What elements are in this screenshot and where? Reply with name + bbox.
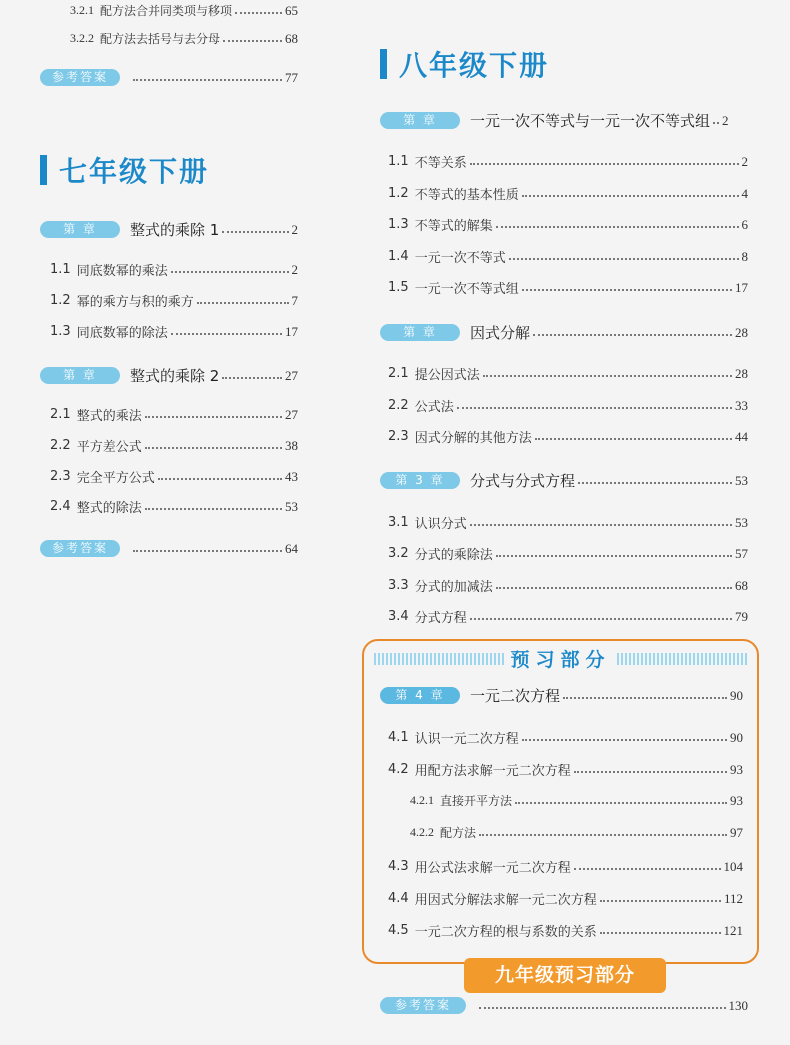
- entry-title: 同底数幂的除法: [76, 326, 168, 341]
- leader-dots: [235, 12, 282, 14]
- entry-page: 130: [728, 997, 748, 1013]
- toc-entry[interactable]: [388, 760, 743, 779]
- leader-dots: [496, 226, 739, 228]
- chapter-badge: 第 章: [40, 221, 120, 238]
- entry-number: 2.1: [388, 366, 409, 381]
- chapter-row[interactable]: [380, 322, 748, 343]
- leader-dots: [574, 868, 721, 870]
- leader-dots: [578, 482, 732, 484]
- entry-title: 用公式法求解一元二次方程: [414, 861, 571, 876]
- chapter-page: 2: [722, 112, 729, 128]
- entry-title: 用因式分解法求解一元二次方程: [414, 893, 597, 908]
- entry-number: 4.3: [388, 859, 409, 874]
- answers-entry[interactable]: [380, 997, 748, 1014]
- entry-number: 2.3: [388, 429, 409, 444]
- entry-number: 3.1: [388, 515, 409, 530]
- entry-page: 38: [285, 437, 298, 453]
- entry-title: 幂的乘方与积的乘方: [76, 295, 194, 310]
- toc-entry[interactable]: [388, 889, 743, 908]
- entry-page: 93: [730, 792, 743, 808]
- heading-bar: [40, 155, 47, 185]
- entry-title: 不等式的解集: [414, 219, 493, 234]
- entry-page: 93: [730, 761, 743, 777]
- entry-number: 4.2: [388, 762, 409, 777]
- heading-text: 八年级下册: [399, 49, 550, 82]
- entry-title: 公式法: [414, 400, 454, 415]
- entry-page: 121: [723, 922, 743, 938]
- entry-number: 3.2.1: [70, 3, 94, 17]
- entry-page: 27: [285, 406, 298, 422]
- entry-number: 2.1: [50, 407, 71, 422]
- entry-page: 77: [285, 69, 298, 85]
- entry-number: 4.2.2: [410, 825, 434, 839]
- entry-title: 一元二次方程的根与系数的关系: [414, 925, 597, 940]
- leader-dots: [171, 333, 282, 335]
- leader-dots: [522, 195, 739, 197]
- chapter-badge: 第 章: [380, 112, 460, 129]
- chapter-badge: 第 章: [380, 324, 460, 341]
- leader-dots: [515, 802, 727, 804]
- entry-page: 68: [285, 30, 298, 46]
- entry-number: 4.5: [388, 923, 409, 938]
- entry-page: 17: [285, 323, 298, 339]
- leader-dots: [496, 587, 732, 589]
- leader-dots: [470, 524, 732, 526]
- toc-entry[interactable]: [380, 544, 748, 563]
- entry-number: 2.2: [50, 438, 71, 453]
- leader-dots: [509, 258, 739, 260]
- chapter-page: 2: [291, 221, 298, 237]
- toc-entry[interactable]: [380, 215, 748, 234]
- answers-entry[interactable]: [40, 69, 298, 86]
- grade8-heading: [380, 44, 549, 84]
- chapter-title: 整式的乘除 1: [130, 221, 220, 239]
- toc-entry[interactable]: [40, 260, 298, 279]
- leader-dots: [145, 447, 282, 449]
- entry-number: 2.3: [50, 469, 71, 484]
- toc-entry[interactable]: [410, 824, 743, 841]
- leader-dots: [171, 271, 289, 273]
- leader-dots: [496, 555, 732, 557]
- chapter-row[interactable]: [380, 110, 748, 131]
- entry-page: 43: [285, 468, 298, 484]
- leader-dots: [470, 163, 739, 165]
- chapter-page: 27: [285, 367, 298, 383]
- leader-dots: [600, 900, 721, 902]
- entry-page: 65: [285, 2, 298, 18]
- entry-number: 1.2: [388, 186, 409, 201]
- leader-dots: [222, 231, 288, 233]
- chapter-row[interactable]: [40, 365, 298, 386]
- entry-number: 3.3: [388, 578, 409, 593]
- chapter-page: 53: [735, 472, 748, 488]
- entry-page: 33: [735, 397, 748, 413]
- toc-entry[interactable]: [40, 322, 298, 341]
- entry-title: 完全平方公式: [76, 471, 155, 486]
- entry-number: 1.1: [388, 154, 409, 169]
- ninth-grade-preview-banner: 九年级预习部分: [464, 958, 666, 993]
- entry-title: 配方法: [440, 826, 477, 840]
- entry-page: 53: [735, 514, 748, 530]
- entry-number: 1.1: [50, 262, 71, 277]
- entry-title: 不等关系: [414, 156, 467, 171]
- entry-number: 4.2.1: [410, 793, 434, 807]
- entry-title: 配方法合并同类项与移项: [100, 4, 233, 18]
- entry-number: 3.2.2: [70, 31, 94, 45]
- entry-page: 7: [291, 292, 298, 308]
- entry-page: 112: [723, 890, 743, 906]
- entry-page: 2: [741, 153, 748, 169]
- entry-number: 4.4: [388, 891, 409, 906]
- preview-title: 预习部分: [510, 649, 611, 671]
- toc-entry[interactable]: [380, 152, 748, 171]
- leader-dots: [145, 508, 282, 510]
- leader-dots: [522, 289, 732, 291]
- entry-title: 用配方法求解一元二次方程: [414, 764, 571, 779]
- entry-title: 平方差公式: [76, 440, 142, 455]
- entry-page: 4: [741, 185, 748, 201]
- leader-dots: [158, 478, 282, 480]
- chapter-title: 一元一次不等式与一元一次不等式组: [470, 112, 711, 130]
- entry-number: 2.2: [388, 398, 409, 413]
- leader-dots: [574, 771, 727, 773]
- entry-page: 28: [735, 365, 748, 381]
- chapter-page: 90: [730, 687, 743, 703]
- toc-entry[interactable]: [388, 857, 743, 876]
- toc-entry[interactable]: [380, 513, 748, 532]
- entry-page: 64: [285, 540, 298, 556]
- chapter-badge: 第 3 章: [380, 472, 460, 489]
- toc-entry[interactable]: [410, 792, 743, 809]
- leader-dots: [713, 122, 719, 124]
- leader-dots: [133, 550, 282, 552]
- leader-dots: [222, 377, 282, 379]
- toc-entry[interactable]: [40, 2, 298, 19]
- toc-entry[interactable]: [380, 247, 748, 266]
- toc-entry[interactable]: [388, 921, 743, 940]
- entry-number: 1.3: [50, 324, 71, 339]
- chapter-title: 整式的乘除 2: [130, 367, 220, 385]
- entry-page: 79: [735, 608, 748, 624]
- toc-entry[interactable]: [380, 278, 748, 297]
- chapter-title: 分式与分式方程: [470, 472, 576, 490]
- toc-entry[interactable]: [380, 396, 748, 415]
- entry-page: 68: [735, 577, 748, 593]
- entry-title: 配方法去括号与去分母: [100, 32, 221, 46]
- entry-number: 1.4: [388, 249, 409, 264]
- chapter-row[interactable]: [40, 219, 298, 240]
- entry-page: 44: [735, 428, 748, 444]
- chapter-badge: 第 4 章: [380, 687, 460, 704]
- toc-entry[interactable]: [40, 467, 298, 486]
- entry-number: 3.4: [388, 609, 409, 624]
- entry-title: 提公因式法: [414, 368, 480, 383]
- entry-page: 90: [730, 729, 743, 745]
- chapter-row[interactable]: [380, 470, 748, 491]
- leader-dots: [600, 932, 721, 934]
- entry-page: 97: [730, 824, 743, 840]
- entry-number: 3.2: [388, 546, 409, 561]
- entry-number: 1.2: [50, 293, 71, 308]
- leader-dots: [470, 618, 732, 620]
- entry-title: 分式方程: [414, 611, 467, 626]
- chapter-row[interactable]: [380, 685, 743, 706]
- entry-number: 2.4: [50, 499, 71, 514]
- entry-number: 1.5: [388, 280, 409, 295]
- entry-title: 一元一次不等式组: [414, 282, 519, 297]
- answers-badge: 参考答案: [40, 540, 120, 557]
- answers-entry[interactable]: [40, 540, 298, 557]
- chapter-title: 一元二次方程: [470, 687, 561, 705]
- entry-page: 2: [291, 261, 298, 277]
- chapter-page: 28: [735, 324, 748, 340]
- toc-entry[interactable]: [40, 405, 298, 424]
- entry-title: 分式的加减法: [414, 580, 493, 595]
- grade7-heading: [40, 150, 209, 190]
- toc-entry[interactable]: [380, 607, 748, 626]
- entry-title: 整式的除法: [76, 501, 142, 516]
- entry-page: 57: [735, 545, 748, 561]
- leader-dots: [457, 407, 732, 409]
- heading-bar: [380, 49, 387, 79]
- entry-title: 同底数幂的乘法: [76, 264, 168, 279]
- entry-title: 一元一次不等式: [414, 251, 506, 266]
- entry-page: 53: [285, 498, 298, 514]
- chapter-badge: 第 章: [40, 367, 120, 384]
- leader-dots: [133, 79, 282, 81]
- toc-entry[interactable]: [40, 436, 298, 455]
- entry-page: 17: [735, 279, 748, 295]
- toc-entry[interactable]: [388, 728, 743, 747]
- entry-page: 104: [723, 858, 743, 874]
- entry-page: 8: [741, 248, 748, 264]
- toc-entry[interactable]: [40, 30, 298, 47]
- entry-title: 不等式的基本性质: [414, 188, 519, 203]
- leader-dots: [563, 697, 727, 699]
- leader-dots: [223, 40, 282, 42]
- entry-number: 1.3: [388, 217, 409, 232]
- leader-dots: [145, 416, 282, 418]
- toc-entry[interactable]: [380, 364, 748, 383]
- entry-title: 分式的乘除法: [414, 548, 493, 563]
- leader-dots: [479, 1007, 726, 1009]
- entry-title: 直接开平方法: [440, 794, 513, 808]
- toc-entry[interactable]: [40, 497, 298, 516]
- answers-badge: 参考答案: [40, 69, 120, 86]
- heading-text: 七年级下册: [59, 155, 210, 188]
- leader-dots: [535, 438, 732, 440]
- leader-dots: [533, 334, 732, 336]
- entry-title: 认识一元二次方程: [414, 732, 519, 747]
- chapter-title: 因式分解: [470, 324, 531, 342]
- entry-page: 6: [741, 216, 748, 232]
- leader-dots: [522, 739, 727, 741]
- leader-dots: [197, 302, 289, 304]
- entry-number: 4.1: [388, 730, 409, 745]
- entry-title: 因式分解的其他方法: [414, 431, 532, 446]
- toc-entry[interactable]: [380, 427, 748, 446]
- entry-title: 整式的乘法: [76, 409, 142, 424]
- answers-badge: 参考答案: [380, 997, 466, 1014]
- toc-entry[interactable]: [40, 291, 298, 310]
- toc-entry[interactable]: [380, 184, 748, 203]
- toc-entry[interactable]: [380, 576, 748, 595]
- leader-dots: [483, 375, 732, 377]
- preview-section: [362, 639, 759, 964]
- leader-dots: [479, 834, 727, 836]
- entry-title: 认识分式: [414, 517, 467, 532]
